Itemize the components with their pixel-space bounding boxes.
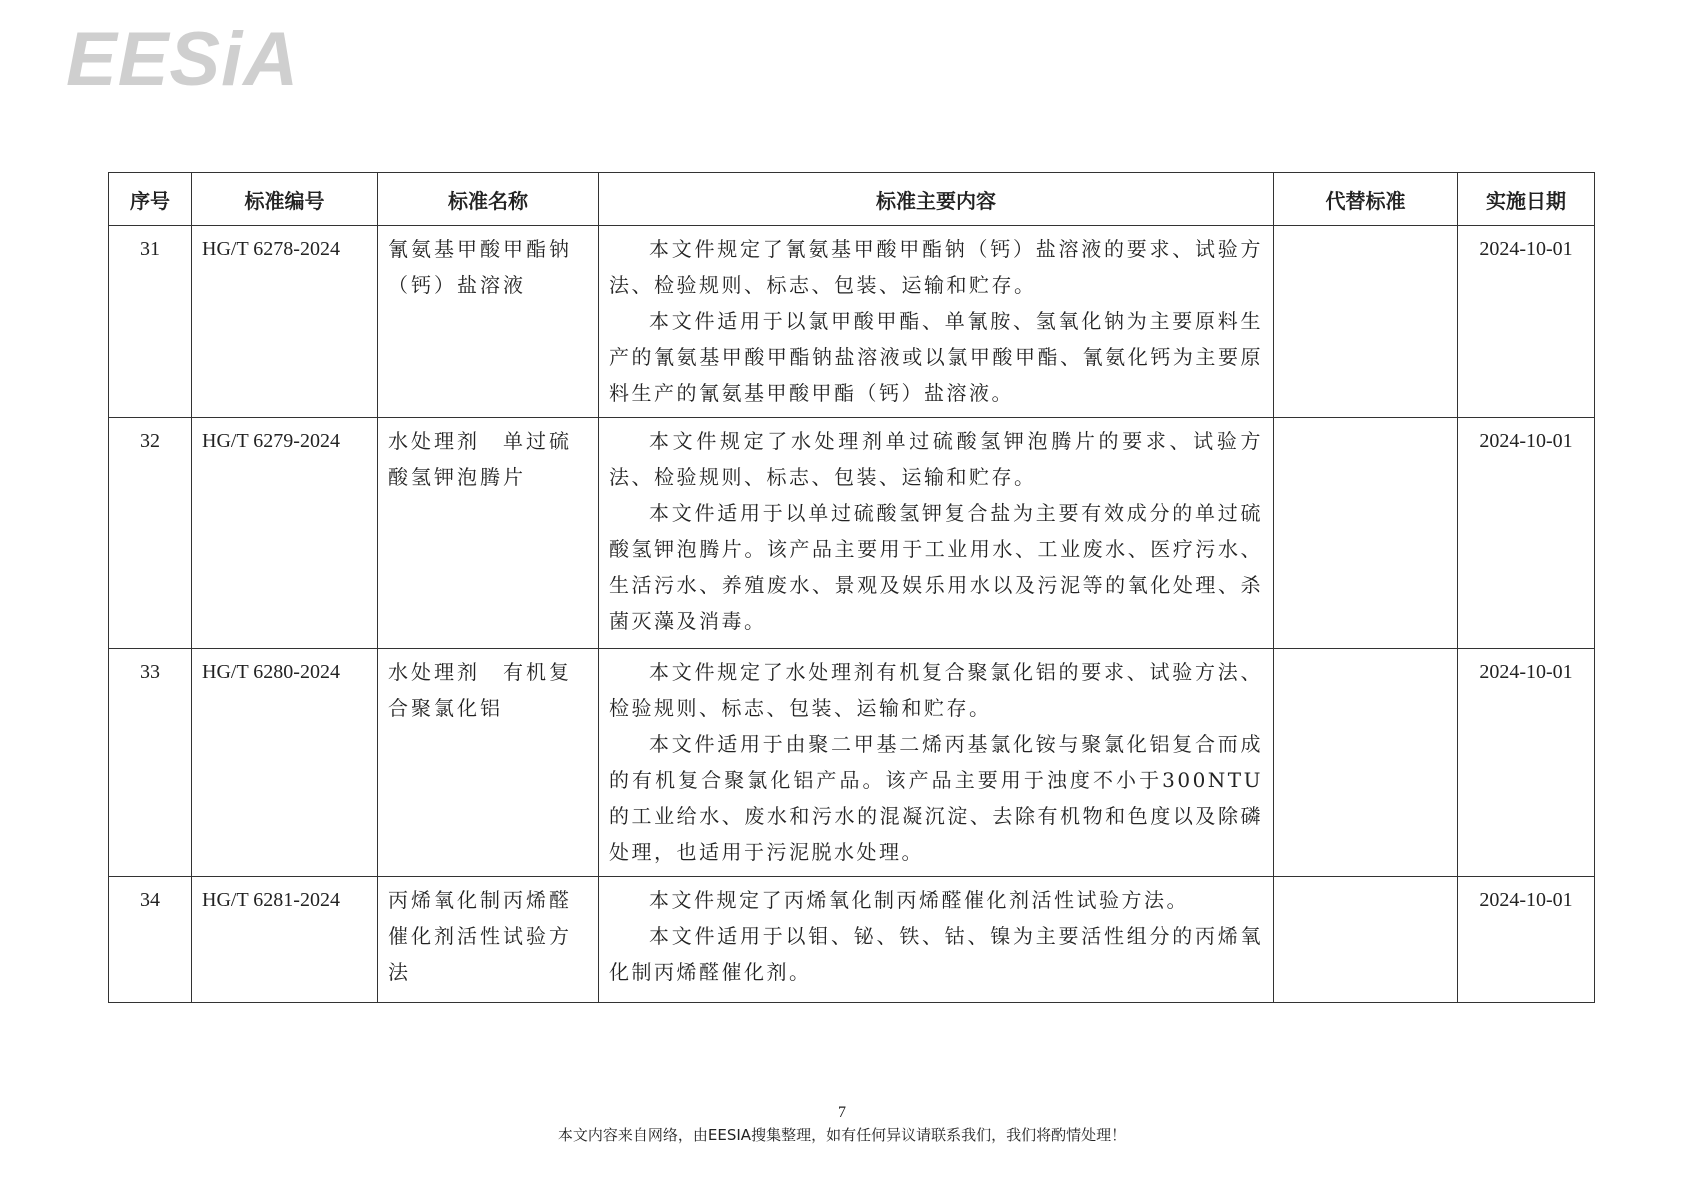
- table-header-row: [109, 173, 1595, 226]
- row-standard-code: HG/T 6281-2024: [192, 877, 378, 1003]
- row-standard-code: HG/T 6279-2024: [192, 418, 378, 649]
- row-standard-code: HG/T 6280-2024: [192, 649, 378, 877]
- row-standard-name: 丙烯氧化制丙烯醛催化剂活性试验方法: [378, 877, 599, 1003]
- row-standard-name: 氰氨基甲酸甲酯钠（钙）盐溶液: [378, 226, 599, 418]
- row-serial-no: 33: [109, 649, 192, 877]
- header-effective-date: 实施日期: [1458, 173, 1595, 226]
- row-replaced-standard: [1274, 418, 1458, 649]
- row-serial-no: 32: [109, 418, 192, 649]
- eesia-watermark-logo: EESiA: [66, 17, 300, 102]
- header-serial-no: 序号: [109, 173, 192, 226]
- table-row: [109, 418, 1595, 649]
- content-application-paragraph: 本文件适用于以单过硫酸氢钾复合盐为主要有效成分的单过硫酸氢钾泡腾片。该产品主要用于工业用水、工业废水、医疗污水、生活污水、养殖废水、景观及娱乐用水以及污泥等的氧化处理、杀菌灭藻及消毒。: [609, 501, 1263, 633]
- standards-table: [108, 172, 1595, 1003]
- row-replaced-standard: [1274, 649, 1458, 877]
- header-standard-name: 标准名称: [378, 173, 599, 226]
- content-scope-paragraph: 本文件规定了水处理剂单过硫酸氢钾泡腾片的要求、试验方法、检验规则、标志、包装、运输和贮存。: [609, 429, 1263, 489]
- content-scope-paragraph: 本文件规定了氰氨基甲酸甲酯钠（钙）盐溶液的要求、试验方法、检验规则、标志、包装、运输和贮存。: [609, 237, 1263, 297]
- page-number: 7: [838, 1104, 846, 1121]
- table-row: [109, 649, 1595, 877]
- row-standard-name: 水处理剂 有机复合聚氯化铝: [378, 649, 599, 877]
- content-application-paragraph: 本文件适用于以钼、铋、铁、钴、镍为主要活性组分的丙烯氧化制丙烯醛催化剂。: [609, 924, 1263, 984]
- row-effective-date: 2024-10-01: [1458, 877, 1595, 1003]
- row-effective-date: 2024-10-01: [1458, 649, 1595, 877]
- content-application-paragraph: 本文件适用于以氯甲酸甲酯、单氰胺、氢氧化钠为主要原料生产的氰氨基甲酸甲酯钠盐溶液或以氯甲酸甲酯、氰氨化钙为主要原料生产的氰氨基甲酸甲酯（钙）盐溶液。: [609, 309, 1263, 405]
- header-standard-code: 标准编号: [192, 173, 378, 226]
- footer-disclaimer: 本文内容来自网络，由EESIA搜集整理，如有任何异议请联系我们，我们将酌情处理！: [557, 1126, 1127, 1144]
- row-main-content: [599, 649, 1274, 877]
- row-replaced-standard: [1274, 226, 1458, 418]
- row-main-content: [599, 418, 1274, 649]
- table-row: [109, 226, 1595, 418]
- content-application-paragraph: 本文件适用于由聚二甲基二烯丙基氯化铵与聚氯化铝复合而成的有机复合聚氯化铝产品。该产品主要用于浊度不小于300NTU的工业给水、废水和污水的混凝沉淀、去除有机物和色度以及除磷处理，也适用于污泥脱水处理。: [609, 732, 1263, 864]
- row-standard-code: HG/T 6278-2024: [192, 226, 378, 418]
- row-effective-date: 2024-10-01: [1458, 418, 1595, 649]
- row-serial-no: 31: [109, 226, 192, 418]
- row-main-content: [599, 877, 1274, 1003]
- content-scope-paragraph: 本文件规定了丙烯氧化制丙烯醛催化剂活性试验方法。: [649, 888, 1189, 912]
- row-standard-name: 水处理剂 单过硫酸氢钾泡腾片: [378, 418, 599, 649]
- row-replaced-standard: [1274, 877, 1458, 1003]
- row-serial-no: 34: [109, 877, 192, 1003]
- header-replaced-standard: 代替标准: [1274, 173, 1458, 226]
- content-scope-paragraph: 本文件规定了水处理剂有机复合聚氯化铝的要求、试验方法、检验规则、标志、包装、运输和贮存。: [609, 660, 1263, 720]
- header-main-content: 标准主要内容: [599, 173, 1274, 226]
- table-row: [109, 877, 1595, 1003]
- row-effective-date: 2024-10-01: [1458, 226, 1595, 418]
- row-main-content: [599, 226, 1274, 418]
